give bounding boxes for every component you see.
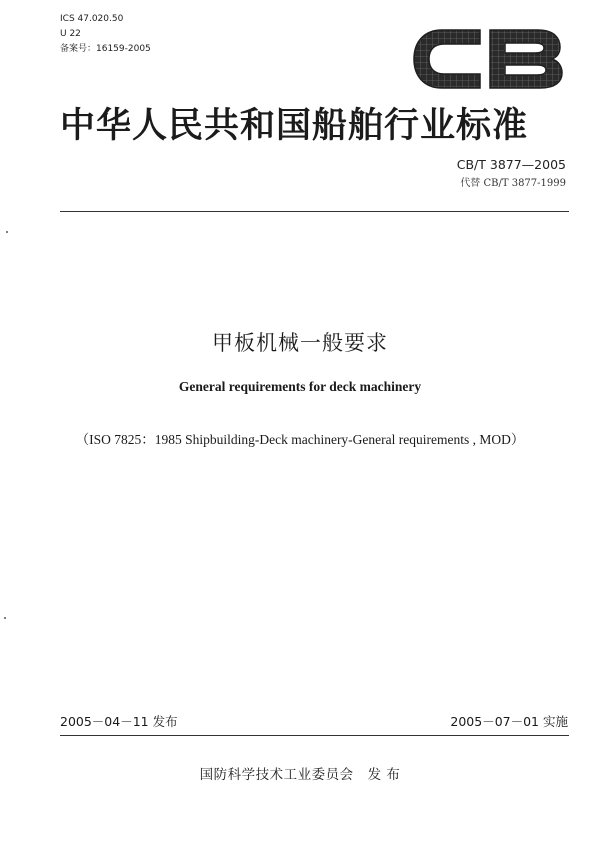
classification-code: U 22	[60, 29, 81, 39]
issue-date: 2005－04－11 发布	[60, 714, 178, 729]
implementation-date: 2005－07－01 实施	[450, 714, 568, 729]
record-number: 备案号：16159-2005	[60, 44, 151, 54]
iso-reference: （ISO 7825：1985 Shipbuilding-Deck machinery-General requirements , MOD）	[75, 432, 525, 447]
scan-speck	[6, 231, 8, 233]
scan-speck	[4, 617, 6, 619]
bottom-divider	[60, 735, 569, 736]
header-meta	[60, 12, 151, 57]
publisher-name: 国防科学技术工业委员会	[199, 767, 354, 783]
document-title-en: General requirements for deck machinery	[178, 379, 422, 394]
top-divider	[60, 211, 569, 212]
standard-category-title: 中华人民共和国船舶行业标准	[60, 106, 529, 146]
replaces-standard: 代替 CB/T 3877-1999	[460, 178, 566, 189]
standard-code: CB/T 3877—2005	[456, 157, 566, 172]
publisher-action: 发 布	[367, 767, 401, 783]
document-title-cn: 甲板机械一般要求	[212, 331, 388, 355]
ics-code: ICS 47.020.50	[60, 14, 124, 24]
cb-logo	[408, 20, 566, 98]
publisher	[0, 763, 600, 783]
